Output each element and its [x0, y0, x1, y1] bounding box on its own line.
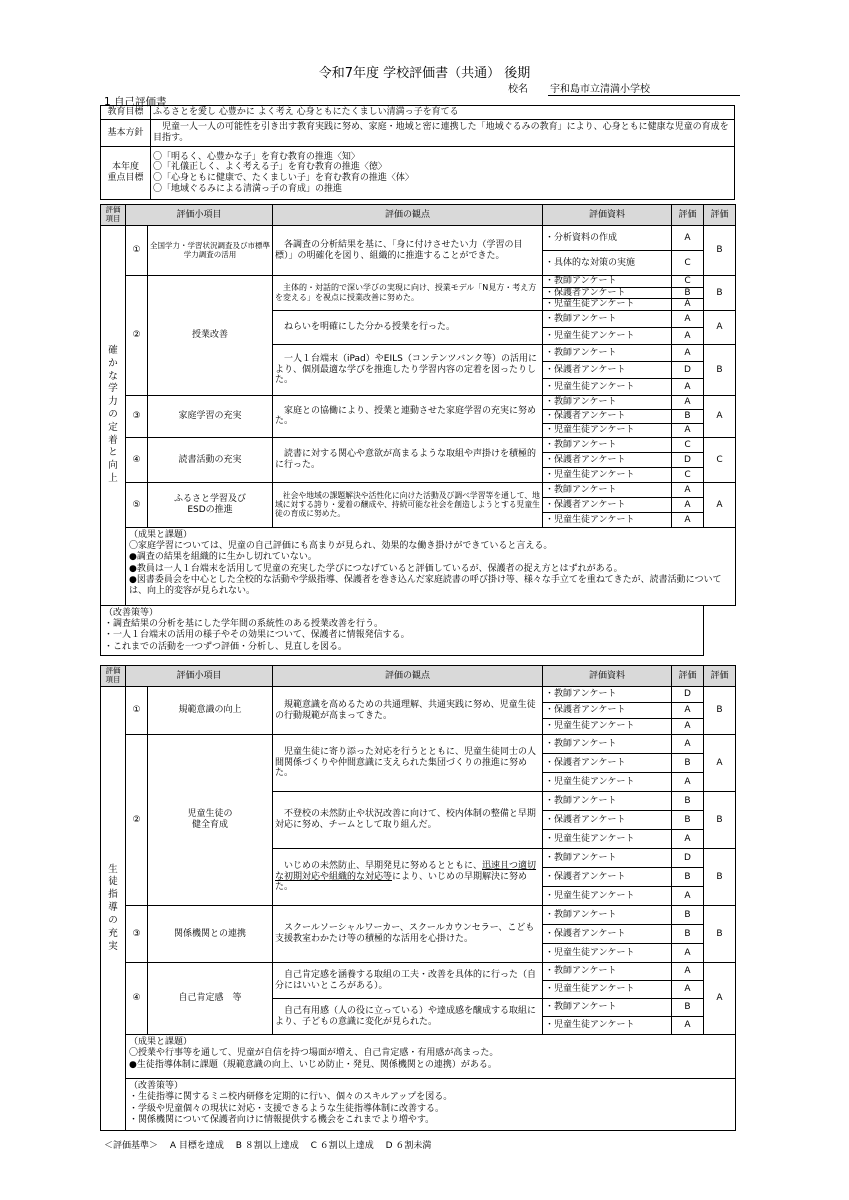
improve-a: （改善策等） ・調査結果の分析を基にした学年間の系統性のある授業改善を行う。 ・一人１台端末の活用の様子やその効果について、保護者に情報発信する。 ・これまでの活動を一つずつ評価・分析し、見直しを図る。: [101, 605, 704, 655]
table-row: ② 児童生徒の 健全育成 児童生徒に寄り添った対応を行うとともに、児童生徒同士の人間関係づくりや仲間意識に支えられた集団づくりの推進に努めた。 ・教師アンケート A A: [101, 735, 736, 754]
focus-text: 〇「明るく、心豊かな子」を育む教育の推進〈知〉 〇「礼儀正しく、よく考える子」を育む教育の推進〈徳〉 〇「心身ともに健康で、たくましい子」を育む教育の推進〈体〉 〇「地域ぐるみによる清満っ子の育成」の推進: [151, 147, 735, 200]
policy-label: 基本方針: [101, 120, 151, 147]
section-heading: 1 自己評価書: [104, 96, 167, 108]
school-name: 宇和島市立清満小学校: [548, 80, 740, 96]
col-sub: 評価小項目: [126, 205, 273, 226]
col-item: 評価項目: [101, 205, 126, 226]
header-table: [100, 105, 735, 200]
goal-text: ふるさとを愛し 心豊かに よく考え 心身ともにたくましい清満っ子を育てる: [151, 106, 735, 120]
category-a: 確かな学力の定着と向上: [101, 226, 126, 606]
table-row: ③ 関係機関との連携 スクールソーシャルワーカー、スクールカウンセラー、こども支援教室わかたけ等の積極的な活用を心掛けた。 ・教師アンケート B B: [101, 906, 736, 925]
table-row: ねらいを明確にした分かる授業を行った。 ・教師アンケート A A: [101, 310, 736, 327]
table-row: ⑤ ふるさと学習及び ESDの推進 社会や地域の課題解決や活性化に向けた活動及び調べ学習等を通して、地域に対する誇り・愛着の醸成や、持続可能な社会を創造しようとする児童生徒の育成に努めた。 ・教師アンケート A A: [101, 482, 736, 497]
results-b: （成果と課題） 〇授業や行事等を通して、児童が自信を持つ場面が増え、自己肯定感・有用感が高まった。 ●生徒指導体制に課題（規範意識の向上、いじめ防止・発見、関係機関との連携）がある。: [126, 1035, 736, 1079]
table-row: ③ 家庭学習の充実 家庭との協働により、授業と連動させた家庭学習の充実に努めた。 ・教師アンケート A A: [101, 395, 736, 409]
section-a-table: 評価項目 評価小項目 評価の観点 評価資料 評価 評価 確かな学力の定着と向上 ① 全国学力・学習状況調査及び市標準学力調査の活用 各調査の分析結果を基に、「身に付けさせたい力（学習の目標）」の明確化を図り、組織的に推進することができた。 ・分析資料の作成 A B ・具体的な対策の実施 C ② 授業改善 主体的・対話的で深い学びの実現に向け、授業モデル「N見方・考え方を変える」を視点に授業改善に努めた。 ・教師アンケート C B ・保護者アンケート B ・児童生徒アンケート A ねらいを明確にした分かる授業を行った。 ・教師アンケート A A ・児童生徒アンケート A 一人１台端末（iPad）やEILS（コンテンツバンク等）の活用により、個別最適な学びを推進したり学習内容の定着を図ったりした。 ・教師アンケート A B ・保護者アンケート D ・児童生徒アンケート A ③ 家庭学習の充実 家庭との協働により、授業と連動させた家庭学習の充実に努めた。 ・教師アンケート A A ・保護者アンケート B ・児童生徒アンケート A ④ 読書活動の充実 読書に対する関心や意欲が高まるような取組や声掛けを積極的に行った。 ・教師アンケート C C ・保護者アンケート D ・児童生徒アンケート C ⑤ ふるさと学習及び ESDの推進 社会や地域の課題解決や活性化に向けた活動及び調べ学習等を通して、地域に対する誇り・愛着の醸成や、持続可能な社会を創造しようとする児童生徒の育成に努めた。 ・教師アンケート A A ・保護者アンケート A ・児童生徒アンケート A （成果と課題） 〇家庭学習については、児童の自己評価にも高まりが見られ、効果的な働き掛けができていると言える。 ●調査の結果を組織的に生かし切れていない。 ●教員は一人１台端末を活用して児童の充実した学びにつなげていると評価しているが、保護者の捉え方とはずれがある。 ●図書委員会を中心とした全校的な活動や学級指導、保護者を巻き込んだ家庭読書の呼び掛け等、様々な手立てを重ねてきたが、読書活動については、向上的変容が見られない。 （改善策等） ・調査結果の分析を基にした学年間の系統性のある授業改善を行う。 ・一人１台端末の活用の様子やその効果について、保護者に情報発信する。 ・これまでの活動を一つずつ評価・分析し、見直しを図る。: [100, 204, 735, 656]
results-a: （成果と課題） 〇家庭学習については、児童の自己評価にも高まりが見られ、効果的な働き掛けができていると言える。 ●調査の結果を組織的に生かし切れていない。 ●教員は一人１台端末を活用して児童の充実した学びにつなげていると評価しているが、保護者の捉え方とはずれがある。 ●図書委員会を中心とした全校的な活動や学級指導、保護者を巻き込んだ家庭読書の呼び掛け等、様々な手立てを重ねてきたが、読書活動については、向上的変容が見られない。: [126, 527, 736, 605]
evaluation-criteria: ＜評価基準＞ A 目標を達成 B ８割以上達成 C ６割以上達成 D ６割未満: [104, 1141, 432, 1151]
table-row: 不登校の未然防止や状況改善に向けて、校内体制の整備と早期対応に努め、チームとして取り組んだ。 ・教師アンケート B B: [101, 792, 736, 811]
col-view: 評価の観点: [273, 205, 543, 226]
school-label: 校名: [508, 84, 528, 95]
page-title: 令和7年度 学校評価書（共通） 後期: [318, 66, 531, 81]
table-row: ④ 読書活動の充実 読書に対する関心や意欲が高まるような取組や声掛けを積極的に行った。 ・教師アンケート C C: [101, 437, 736, 452]
section-b-table: 評価項目 評価小項目 評価の観点 評価資料 評価 評価 生徒指導の充実 ① 規範意識の向上 規範意識を高めるための共通理解、共通実践に努め、児童生徒の行動規範が高まってきた。 ・教師アンケート D B ・保護者アンケート A ・児童生徒アンケート A ② 児童生徒の 健全育成 児童生徒に寄り添った対応を行うとともに、児童生徒同士の人間関係づくりや仲間意識に支えられた集団づくりの推進に努めた。 ・教師アンケート A A ・保護者アンケート B ・児童生徒アンケート A 不登校の未然防止や状況改善に向けて、校内体制の整備と早期対応に努め、チームとして取り組んだ。 ・教師アンケート B B ・保護者アンケート B ・児童生徒アンケート A いじめの未然防止、早期発見に努めるとともに、迅速且つ適切な初期対応や組織的な対応等により、いじめの早期解決に努めた。 ・教師アンケート D B ・保護者アンケート B ・児童生徒アンケート A ③ 関係機関との連携 スクールソーシャルワーカー、スクールカウンセラー、こども支援教室わかたけ等の積極的な活用を心掛けた。 ・教師アンケート B B ・保護者アンケート B ・児童生徒アンケート A ④ 自己肯定感 等 自己肯定感を涵養する取組の工夫・改善を具体的に行った（自分にはいいところがある）。 ・教師アンケート A A ・児童生徒アンケート A 自己有用感（人の役に立っている）や達成感を醸成する取組により、子どもの意識に変化が見られた。 ・教師アンケート B ・児童生徒アンケート A （成果と課題） 〇授業や行事等を通して、児童が自信を持つ場面が増え、自己肯定感・有用感が高まった。 ●生徒指導体制に課題（規範意識の向上、いじめ防止・発見、関係機関との連携）がある。 （改善策等） ・生徒指導に関するミニ校内研修を定期的に行い、個々のスキルアップを図る。 ・学級や児童個々の現状に対応・支援できるような生徒指導体制に改善する。 ・関係機関について保護者向けに情報提供する機会をこれまでより増やす。: [100, 665, 735, 1131]
table-row: 生徒指導の充実 ① 規範意識の向上 規範意識を高めるための共通理解、共通実践に努め、児童生徒の行動規範が高まってきた。 ・教師アンケート D B: [101, 687, 736, 703]
school-info: [508, 80, 740, 96]
category-b: 生徒指導の充実: [101, 687, 126, 1131]
table-row: 確かな学力の定着と向上 ① 全国学力・学習状況調査及び市標準学力調査の活用 各調査の分析結果を基に、「身に付けさせたい力（学習の目標）」の明確化を図り、組織的に推進することができた。 ・分析資料の作成 A B: [101, 226, 736, 251]
focus-label: 本年度 重点目標: [101, 147, 151, 200]
improve-b: （改善策等） ・生徒指導に関するミニ校内研修を定期的に行い、個々のスキルアップを図る。 ・学級や児童個々の現状に対応・支援できるような生徒指導体制に改善する。 ・関係機関について保護者向けに情報提供する機会をこれまでより増やす。: [126, 1079, 736, 1131]
table-row: ・具体的な対策の実施 C: [101, 251, 736, 276]
table-row: ② 授業改善 主体的・対話的で深い学びの実現に向け、授業モデル「N見方・考え方を変える」を視点に授業改善に努めた。 ・教師アンケート C B: [101, 276, 736, 288]
col-eval2: 評価: [704, 205, 736, 226]
table-row: 一人１台端末（iPad）やEILS（コンテンツバンク等）の活用により、個別最適な学びを推進したり学習内容の定着を図ったりした。 ・教師アンケート A B: [101, 344, 736, 361]
col-material: 評価資料: [543, 205, 672, 226]
table-row: ④ 自己肯定感 等 自己肯定感を涵養する取組の工夫・改善を具体的に行った（自分にはいいところがある）。 ・教師アンケート A A: [101, 963, 736, 981]
table-row: いじめの未然防止、早期発見に努めるとともに、迅速且つ適切な初期対応や組織的な対応等により、いじめの早期解決に努めた。 ・教師アンケート D B: [101, 849, 736, 868]
policy-text: 児童一人一人の可能性を引き出す教育実践に努め、家庭・地域と密に連携した「地域ぐるみの教育」により、心身ともに健康な児童の育成を目指す。: [151, 120, 735, 147]
goal-label: 教育目標: [101, 106, 151, 120]
col-eval1: 評価: [672, 205, 704, 226]
